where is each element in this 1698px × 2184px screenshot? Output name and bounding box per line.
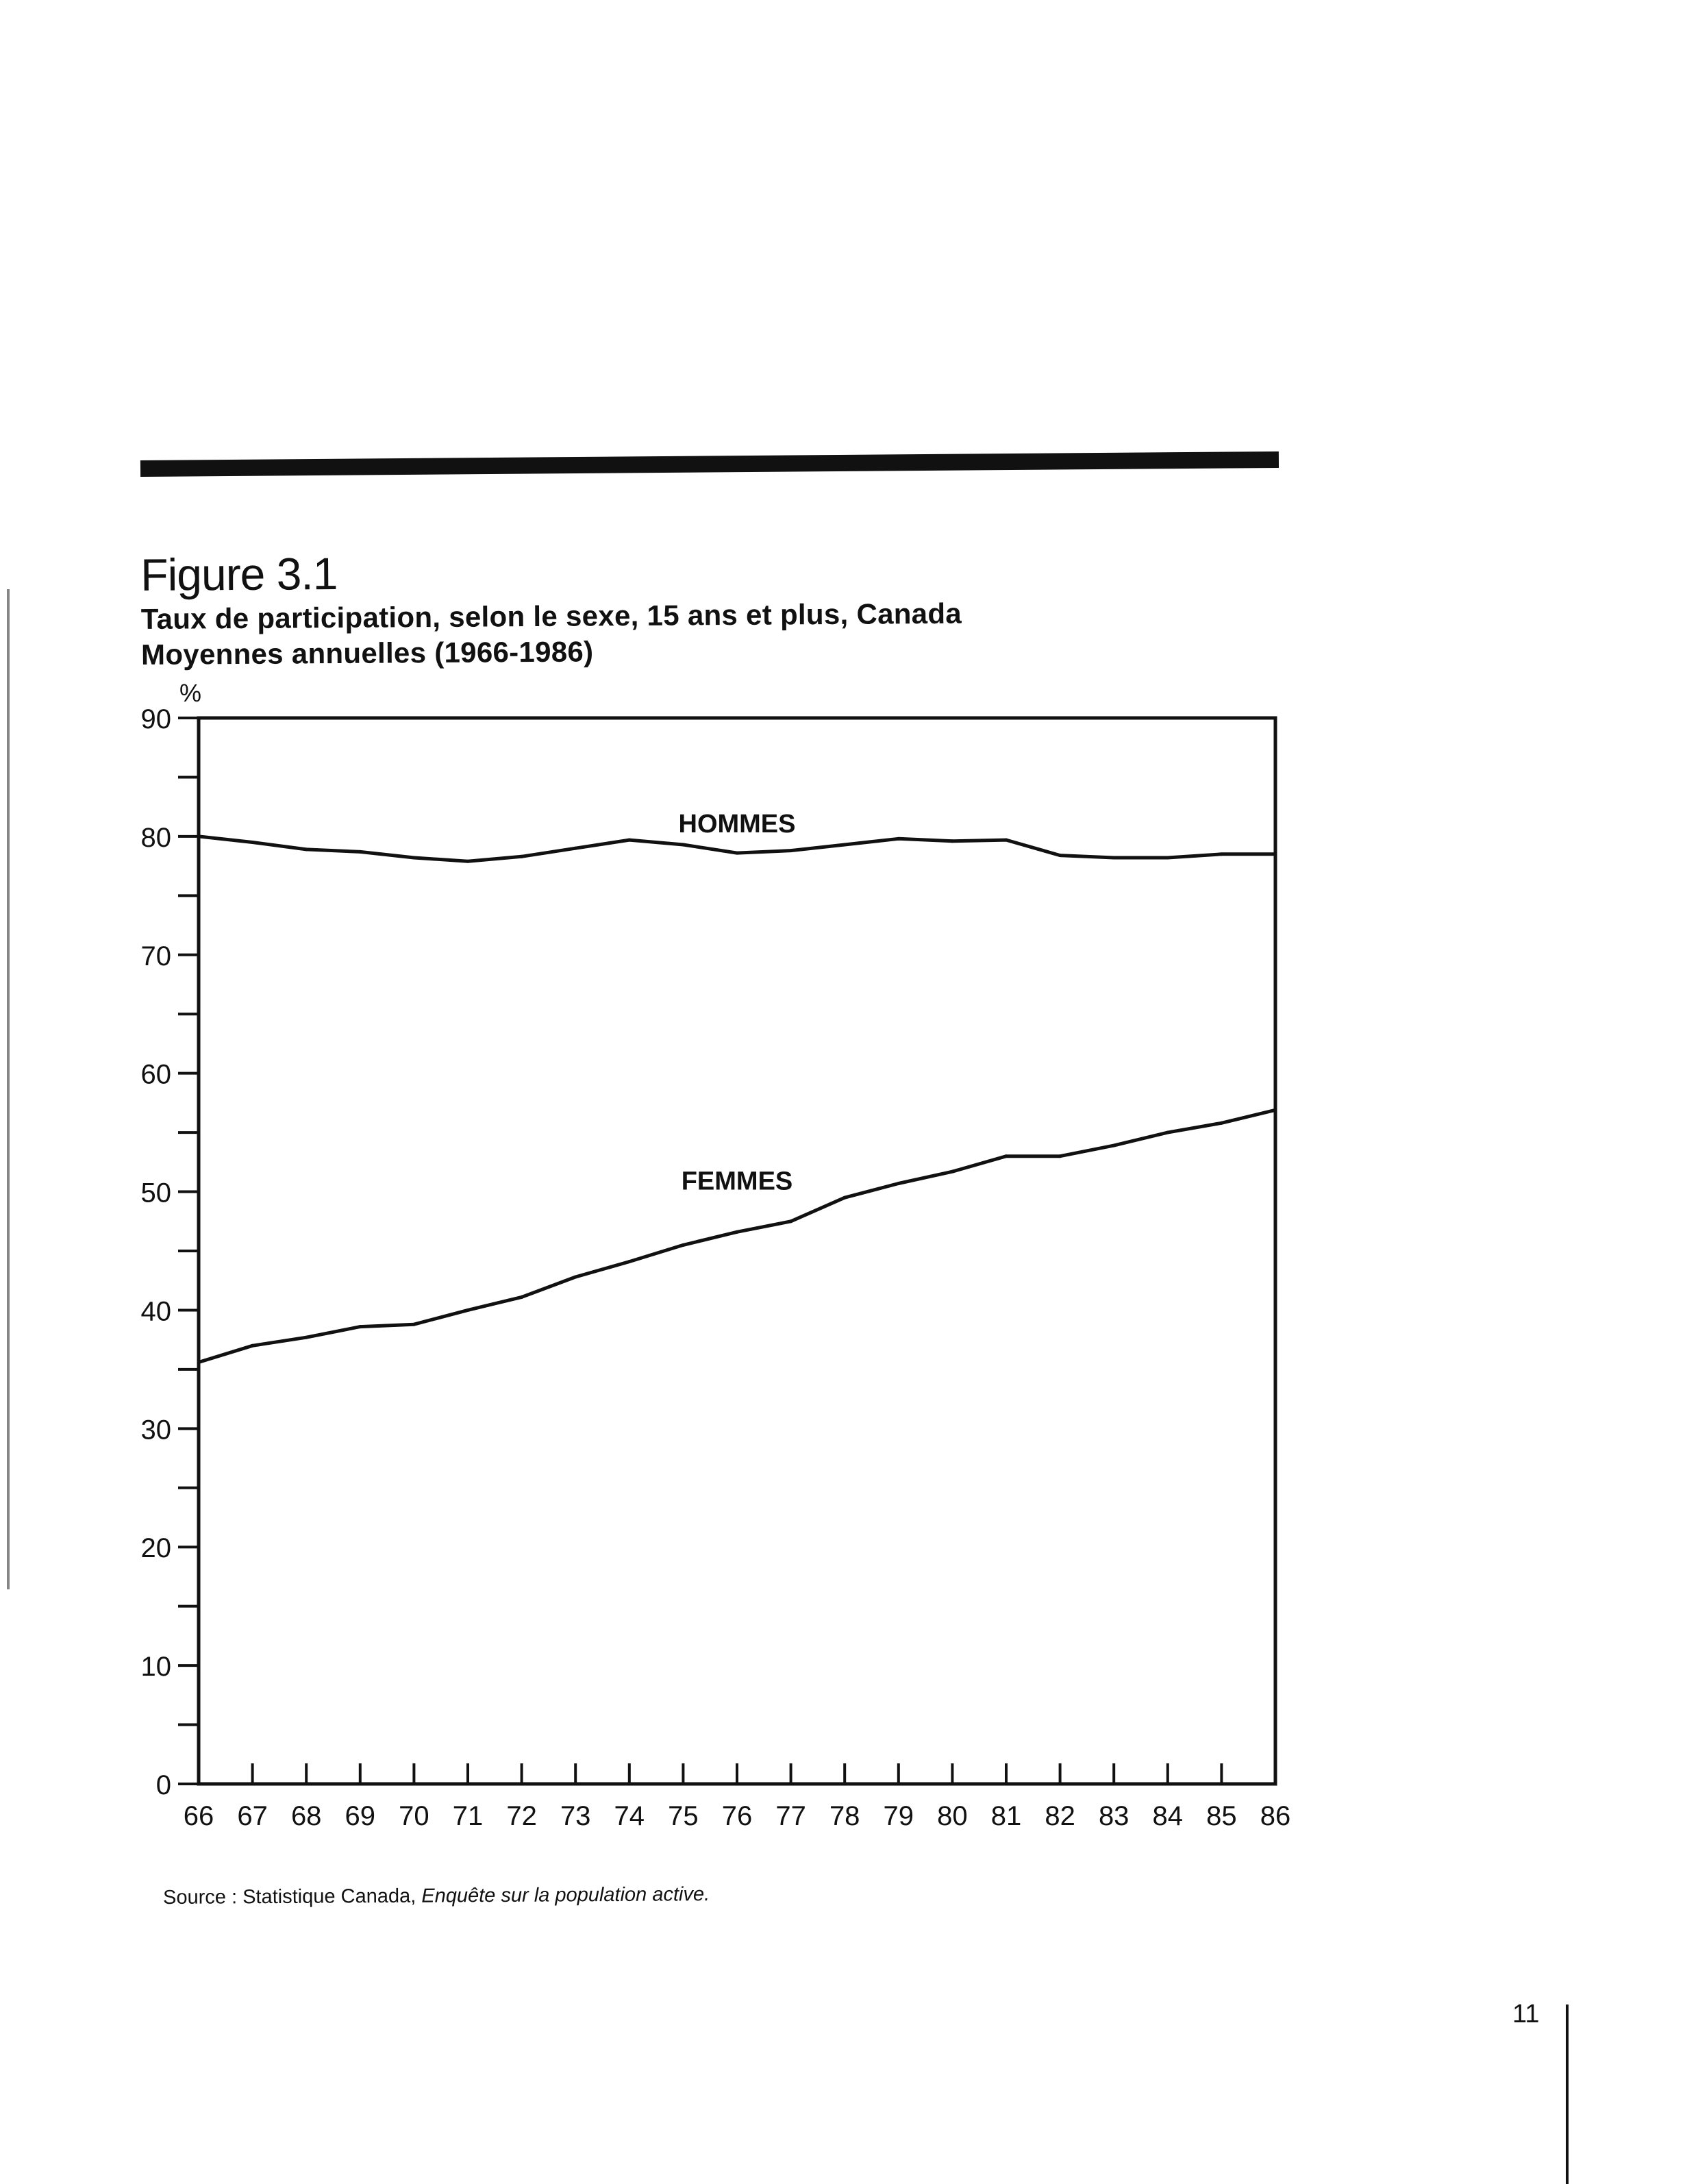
data-point-femmes bbox=[789, 1219, 792, 1223]
data-point-hommes bbox=[897, 837, 900, 841]
y-axis bbox=[141, 679, 202, 1800]
source-publication: Enquête sur la population active. bbox=[421, 1883, 710, 1907]
data-point-hommes bbox=[251, 841, 254, 844]
x-tick-label: 76 bbox=[721, 1801, 753, 1831]
source-prefix: Source : Statistique Canada, bbox=[163, 1885, 422, 1909]
y-tick-label: 20 bbox=[140, 1533, 171, 1564]
data-point-hommes bbox=[1005, 839, 1008, 842]
series-label-hommes: HOMMES bbox=[678, 810, 796, 839]
x-tick-label: 73 bbox=[560, 1801, 591, 1831]
data-point-hommes bbox=[1274, 852, 1277, 856]
figure-title: Taux de participation, selon le sexe, 15 ans et plus, Canada bbox=[140, 597, 962, 635]
x-tick-label: 72 bbox=[506, 1801, 537, 1831]
figure-label: Figure 3.1 bbox=[140, 547, 338, 600]
y-tick-label: 10 bbox=[140, 1652, 171, 1683]
plot-frame bbox=[199, 718, 1275, 1784]
data-point-femmes bbox=[574, 1276, 577, 1279]
data-point-hommes bbox=[627, 839, 631, 842]
x-tick-label: 82 bbox=[1045, 1801, 1075, 1831]
x-tick-label: 69 bbox=[345, 1801, 376, 1831]
x-tick-label: 77 bbox=[775, 1801, 806, 1831]
data-point-femmes bbox=[412, 1323, 416, 1326]
figure-subtitle: Moyennes annuelles (1966-1986) bbox=[140, 635, 594, 671]
y-tick-label: 40 bbox=[140, 1296, 171, 1327]
data-point-femmes bbox=[305, 1336, 308, 1339]
series-line-femmes bbox=[199, 1110, 1275, 1362]
y-tick-label: 80 bbox=[140, 822, 171, 853]
data-point-femmes bbox=[951, 1170, 954, 1174]
data-point-hommes bbox=[951, 839, 954, 843]
x-tick-label: 79 bbox=[883, 1801, 914, 1831]
data-point-hommes bbox=[412, 856, 416, 860]
data-point-femmes bbox=[627, 1260, 631, 1263]
data-point-hommes bbox=[574, 847, 577, 850]
x-tick-label: 84 bbox=[1152, 1801, 1184, 1831]
data-point-hommes bbox=[789, 849, 792, 852]
x-tick-label: 71 bbox=[452, 1801, 484, 1831]
data-point-femmes bbox=[1112, 1144, 1116, 1147]
x-tick-label: 86 bbox=[1260, 1801, 1291, 1831]
x-tick-label: 80 bbox=[937, 1801, 968, 1831]
x-tick-label: 75 bbox=[668, 1801, 699, 1831]
data-point-hommes bbox=[520, 855, 523, 858]
series-label-femmes: FEMMES bbox=[681, 1167, 793, 1196]
data-point-hommes bbox=[197, 834, 201, 838]
x-tick-label: 78 bbox=[829, 1801, 860, 1831]
data-point-hommes bbox=[843, 843, 847, 846]
y-tick-label: 0 bbox=[155, 1770, 171, 1800]
data-point-femmes bbox=[897, 1182, 900, 1185]
page-number: 11 bbox=[1512, 2000, 1540, 2028]
data-point-hommes bbox=[1112, 856, 1116, 860]
x-tick-label: 68 bbox=[290, 1801, 322, 1831]
data-point-femmes bbox=[466, 1308, 470, 1312]
data-point-femmes bbox=[736, 1230, 739, 1234]
x-tick-label: 74 bbox=[614, 1801, 645, 1831]
data-point-femmes bbox=[1274, 1108, 1277, 1112]
data-point-hommes bbox=[1166, 856, 1169, 860]
data-point-femmes bbox=[251, 1344, 254, 1348]
x-axis bbox=[184, 1763, 1291, 1831]
data-point-femmes bbox=[843, 1196, 847, 1200]
data-point-hommes bbox=[305, 847, 308, 851]
data-point-hommes bbox=[358, 850, 362, 854]
x-tick-label: 66 bbox=[183, 1801, 214, 1831]
y-tick-label: 50 bbox=[140, 1178, 171, 1208]
series-layer bbox=[197, 834, 1277, 1364]
y-axis-unit-label: % bbox=[179, 679, 202, 707]
x-tick-label: 83 bbox=[1098, 1801, 1129, 1831]
y-tick-label: 30 bbox=[140, 1415, 171, 1445]
data-point-hommes bbox=[1058, 854, 1062, 857]
x-tick-label: 85 bbox=[1206, 1801, 1237, 1831]
data-point-femmes bbox=[1220, 1121, 1223, 1125]
x-tick-label: 81 bbox=[990, 1801, 1022, 1831]
x-tick-label: 70 bbox=[399, 1801, 429, 1831]
data-point-hommes bbox=[682, 843, 685, 846]
data-point-femmes bbox=[1005, 1154, 1008, 1158]
data-point-hommes bbox=[736, 852, 739, 855]
source-note bbox=[163, 1882, 710, 1910]
data-point-femmes bbox=[197, 1361, 201, 1364]
data-point-hommes bbox=[1220, 852, 1223, 856]
x-tick-label: 67 bbox=[237, 1801, 268, 1831]
page-edge-rule bbox=[1566, 2005, 1569, 2184]
data-point-femmes bbox=[520, 1295, 523, 1299]
data-point-femmes bbox=[358, 1325, 362, 1328]
y-tick-label: 70 bbox=[140, 941, 171, 971]
data-point-hommes bbox=[466, 860, 470, 863]
chart-frame bbox=[199, 718, 1275, 1784]
data-point-femmes bbox=[1058, 1154, 1062, 1158]
series-label-layer bbox=[679, 810, 796, 1195]
data-point-femmes bbox=[682, 1243, 685, 1247]
data-point-femmes bbox=[1166, 1131, 1169, 1134]
y-tick-label: 60 bbox=[140, 1059, 171, 1090]
y-tick-label: 90 bbox=[140, 704, 171, 734]
